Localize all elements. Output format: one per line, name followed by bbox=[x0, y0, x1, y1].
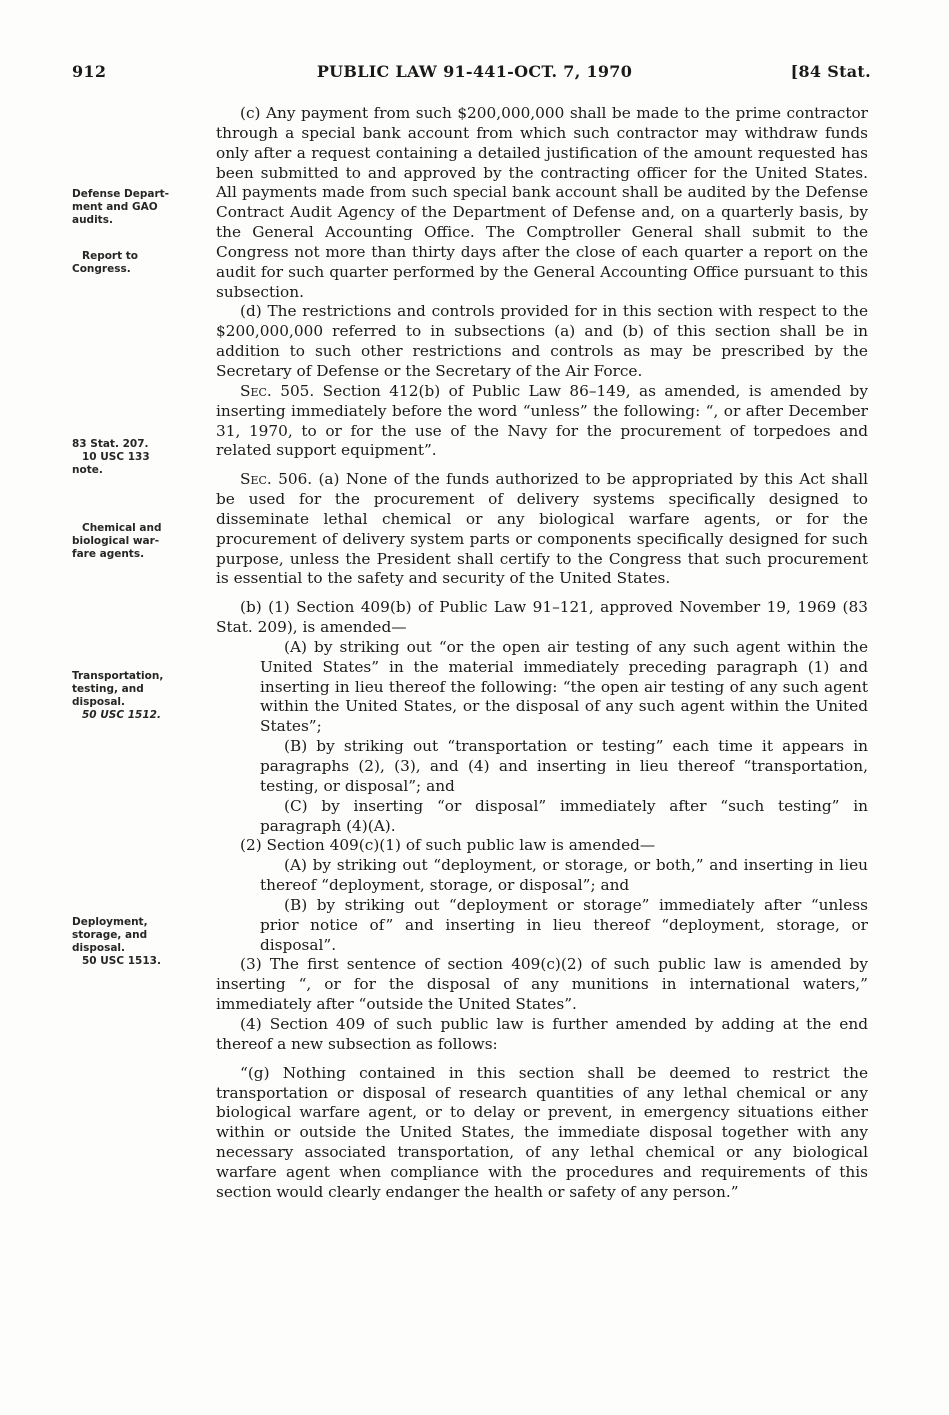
paragraph-b1-B: (B) by striking out “transportation or testing” each time it appears in paragraphs (2), (3), and (4) and inserting in lieu thereof “transportation, testing, or disposal”; and bbox=[260, 737, 868, 795]
margin-note-report-to-congress: Report to Congress. bbox=[72, 250, 139, 275]
section-506: Sec. 506. (a) None of the funds authorized to be appropriated by this Act shall be used for the procurement of delivery systems specifically designed to disseminate lethal chemical or any biological warfare agents, or for the procurement of delivery system parts or components specifically designed for such purpose, unless the President shall certify to the Congress that such procurement is essential to the safety and security of the United States. bbox=[216, 470, 868, 588]
paragraph-b2-A: (A) by striking out “deployment, or storage, or both,” and inserting in lieu thereof “deployment, storage, or disposal”; and bbox=[260, 856, 868, 895]
paragraph-b3: (3) The first sentence of section 409(c)(2) of such public law is amended by inserting “, or for the disposal of any munitions in international waters,” immediately after “outside the United States”. bbox=[216, 955, 868, 1014]
section-label: Sec. bbox=[240, 381, 272, 400]
statute-volume: [84 Stat. bbox=[790, 62, 871, 81]
paragraph-d: (d) The restrictions and controls provided for in this section with respect to the $200,000,000 referred to in subsections (a) and (b) of this section shall be in addition to such other restrictions and controls as may be prescribed by the Secretary of Defense or the Secretary of the Air Force. bbox=[216, 302, 868, 380]
page-number: 912 bbox=[72, 62, 107, 81]
quoted-subsection-g: “(g) Nothing contained in this section shall be deemed to restrict the transportation or disposal of research quantities of any lethal chemical or any biological warfare agent, or to delay or prevent, in emergency situations either within or outside the United States, the immediate disposal together with any necessary associated transportation, of any lethal chemical or any biological warfare agent when compliance with the procedures and requirements of this section would clearly endanger the health or safety of any person.” bbox=[216, 1063, 868, 1201]
body-text bbox=[216, 104, 868, 1203]
margin-note-transportation-testing: Transportation, testing, and disposal. 50 USC 1512. bbox=[72, 670, 164, 721]
paragraph-b2-B: (B) by striking out “deployment or storage” immediately after “unless prior notice of” and inserting in lieu thereof “deployment, storage, or disposal”. bbox=[260, 895, 868, 954]
margin-note-deployment-storage: Deployment, storage, and disposal. 50 USC 1513. bbox=[72, 916, 161, 967]
margin-note-defense-audits: Defense Depart- ment and GAO audits. bbox=[72, 188, 170, 226]
paragraph-c: (c) Any payment from such $200,000,000 shall be made to the prime contractor through a special bank account from which such contractor may withdraw funds only after a request containing a detailed justification of the amount requested has been submitted to and approved by the contracting officer for the United States. All payments made from such special bank account shall be audited by the Defense Contract Audit Agency of the Department of Defense and, on a quarterly basis, by the General Accounting Office. The Comptroller General shall submit to the Congress not more than thirty days after the close of each quarter a report on the audit for such quarter performed by the General Accounting Office pursuant to this subsection. bbox=[216, 104, 868, 301]
running-title: PUBLIC LAW 91-441-OCT. 7, 1970 bbox=[316, 62, 633, 81]
paragraph-b1-A: (A) by striking out “or the open air testing of any such agent within the United States” in the material immediately preceding paragraph (1) and inserting in lieu thereof the following: “the open air testing of any such agent within the United States, or the disposal of any such agent within the United States”; bbox=[260, 637, 868, 736]
section-label: Sec. bbox=[240, 470, 272, 489]
paragraph-b2: (2) Section 409(c)(1) of such public law is amended— bbox=[240, 836, 656, 855]
paragraph-b4: (4) Section 409 of such public law is further amended by adding at the end thereof a new subsection as follows: bbox=[216, 1014, 868, 1053]
paragraph-b1-C: (C) by inserting “or disposal” immediately after “such testing” in paragraph (4)(A). bbox=[260, 796, 868, 835]
section-505: Sec. 505. Section 412(b) of Public Law 86–149, as amended, is amended by inserting immediately before the word “unless” the following: “, or after December 31, 1970, to or for the use of the Navy for the procurement of torpedoes and related support equipment”. bbox=[216, 381, 868, 460]
paragraph-b1: (b) (1) Section 409(b) of Public Law 91–121, approved November 19, 1969 (83 Stat. 209), is amended— bbox=[216, 598, 868, 637]
margin-note-83-stat-207: 83 Stat. 207. 10 USC 133 note. bbox=[72, 438, 150, 476]
margin-note-chemical-biological: Chemical and biological war- fare agents. bbox=[72, 522, 162, 560]
